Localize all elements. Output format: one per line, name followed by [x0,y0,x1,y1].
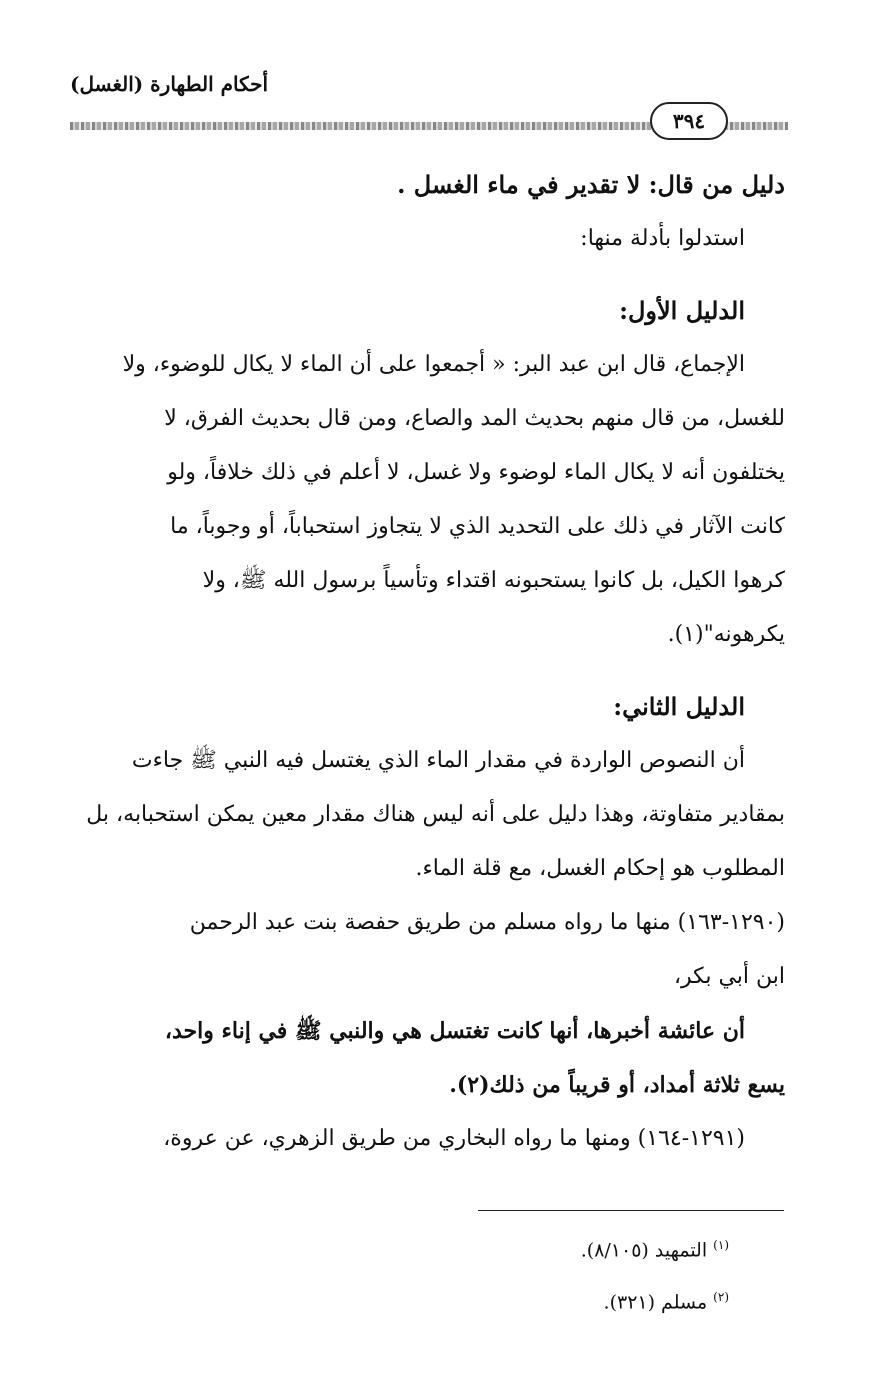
page-number-badge: ٣٩٤ [650,102,728,140]
paragraph-gap [72,266,785,284]
footnote-2 [604,1290,729,1313]
text-line: أن النصوص الواردة في مقدار الماء الذي يغتسل فيه النبي ﷺ جاءت [131,748,745,773]
section-heading: الدليل الأول: [619,296,745,325]
section-heading: الدليل الثاني: [613,692,745,721]
running-header-title: أحكام الطهارة (الغسل) [70,72,269,96]
footnote-1-marker: (١) [713,1238,729,1252]
text-line: أن عائشة أخبرها، أنها كانت تغتسل هي والنبي ﷺ في إناء واحد، [164,1018,745,1044]
footnote-1 [581,1238,729,1261]
text-line: ابن أبي بكر، [673,964,785,989]
text-line: كرهوا الكيل، بل كانوا يستحبونه اقتداء وتأسياً برسول الله ﷺ، ولا [202,568,785,593]
footnote-separator [478,1210,784,1211]
text-line: بمقادير متفاوتة، وهذا دليل على أنه ليس هناك مقدار معين يمكن استحبابه، بل [86,802,785,827]
text-line: الإجماع، قال ابن عبد البر: « أجمعوا على أن الماء لا يكال للوضوء، ولا [122,352,745,377]
text-line: (١٢٩١-١٦٤) ومنها ما رواه البخاري من طريق الزهري، عن عروة، [163,1126,745,1151]
text-line: المطلوب هو إحكام الغسل، مع قلة الماء. [415,856,785,881]
footnote-2-marker: (٢) [713,1290,729,1304]
footnote-1-text: التمهيد (٨/١٠٥). [580,1239,708,1262]
section-heading: دليل من قال: لا تقدير في ماء الغسل . [397,170,785,199]
text-line: يختلفون أنه لا يكال الماء لوضوء ولا غسل، لا أعلم في ذلك خلافاً، ولو [167,460,785,485]
main-text-block [72,158,785,1166]
text-line: (١٢٩٠-١٦٣) منها ما رواه مسلم من طريق حفصة بنت عبد الرحمن [189,910,785,935]
text-line: يسع ثلاثة أمداد، أو قريباً من ذلك(٢). [449,1072,785,1098]
paragraph-gap [72,662,785,680]
footnote-2-text: مسلم (٣٢١). [603,1291,708,1314]
text-line: كانت الآثار في ذلك على التحديد الذي لا يتجاوز استحباباً، أو وجوباً، ما [170,514,785,539]
text-line: يكرهونه"(١). [667,622,785,647]
text-line: للغسل، من قال منهم بحديث المد والصاع، ومن قال بحديث الفرق، لا [164,406,785,431]
text-line: استدلوا بأدلة منها: [580,226,745,251]
